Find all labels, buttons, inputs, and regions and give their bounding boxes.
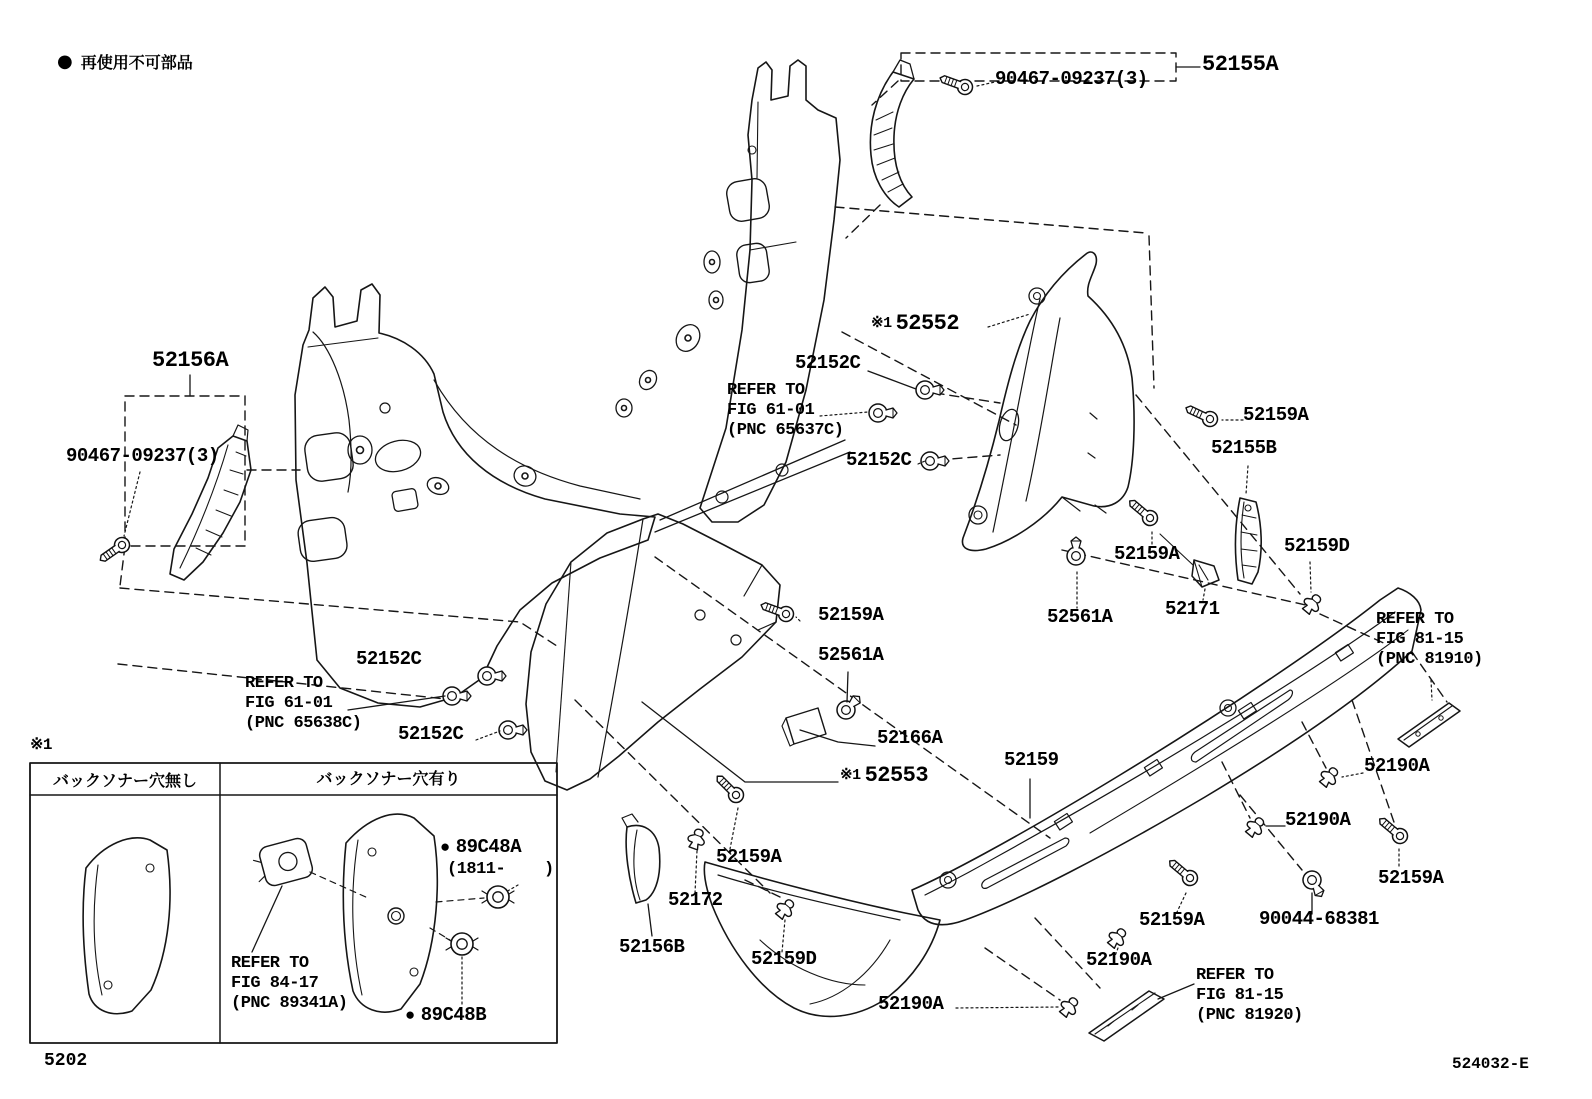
screw-90467-top [938,71,975,97]
callout-52159: 52159 [1004,749,1059,771]
callout-52159d-2: 52159D [751,948,817,970]
callout-52152c-1: 52152C [795,352,861,374]
asterisk-marker: ※1 [840,767,861,784]
callout-52159a-5: 52159A [1139,909,1205,931]
callout-89c48b: ● 89C48B [405,1004,487,1026]
screw-52159a-3 [759,598,796,624]
callout-52159a-2: 52159A [1114,543,1180,565]
panel-with-sonar-art [343,814,437,1012]
fasteners [96,68,1411,1020]
table-marker: ※1 [30,736,53,754]
reflector-bottom-art [1089,991,1164,1041]
drawing-code: 524032-E [1452,1055,1529,1073]
refer-note-fig81-15-81910: REFER TO FIG 81-15 (PNC 81910) [1376,610,1483,669]
callout-89c48a-date-range: (1811- ) [447,860,554,879]
refer-note-fig61-01-65637c: REFER TO FIG 61-01 (PNC 65637C) [727,381,844,440]
callout-52190a-2: 52190A [1285,809,1351,831]
non-reusable-bullet-icon: ● [57,51,73,72]
clip-52159d-1 [1300,591,1326,617]
refer-note-fig84-17-89341a: REFER TO FIG 84-17 (PNC 89341A) [231,954,348,1013]
clip-90044-68381 [1300,868,1330,901]
reflector-right-art [1398,703,1460,747]
sonar-sensor-art [251,836,314,889]
sonar-bracket-52166a-art [786,708,826,744]
screw-52159a-1 [1183,401,1220,429]
screw-52159a-4 [712,771,747,806]
callout-52561a-1: 52561A [1047,606,1113,628]
screw-90467-left [96,535,132,567]
clip-52190a-4 [1057,994,1083,1020]
non-reusable-note-text: 再使用不可部品 [80,53,193,72]
callout-90044-68381: 90044-68381 [1259,908,1379,930]
clip-52190a-2 [1243,814,1269,840]
figure-number: 5202 [44,1051,88,1071]
non-reusable-bullet-icon: ● [405,1007,415,1026]
callout-52172: 52172 [668,889,723,911]
callout-52159d-1: 52159D [1284,535,1350,557]
clip-52172 [685,827,708,852]
refer-note-fig61-01-65638c: REFER TO FIG 61-01 (PNC 65638C) [245,674,362,733]
grommet-89c48b-art [446,933,478,955]
strip-52155b-art [1236,498,1262,584]
callout-52552: ※1 52552 [871,311,960,336]
table-header-no-sonar: バックソナー穴無し [52,771,197,790]
callout-90467-09237-left: 90467-09237(3) [66,445,219,467]
callout-52159a-1: 52159A [1243,404,1309,426]
callout-89c48a: ● 89C48A [440,836,522,858]
callout-52155a: 52155A [1202,52,1279,77]
callout-52156b: 52156B [619,936,685,958]
callout-52553: ※1 52553 [840,763,929,788]
callout-52190a-4: 52190A [878,993,944,1015]
grommet-52152c-4 [478,667,506,685]
corner-bracket-52155a-art [870,60,914,207]
callout-52561a-2: 52561A [818,644,884,666]
callout-52190a-1: 52190A [1364,755,1430,777]
non-reusable-bullet-icon: ● [440,839,450,858]
nut-52561a-2 [833,690,866,723]
callout-52190a-3: 52190A [1086,949,1152,971]
callout-90467-09237-top: 90467-09237(3) [995,68,1148,90]
table-header-with-sonar: バックソナー穴有り [316,769,461,788]
callout-52156a: 52156A [152,348,229,373]
grommet-52152c-3 [921,452,949,470]
dashed-construction-lines [118,53,1447,1000]
clip-52190a-1 [1317,764,1343,790]
callout-52159a-4: 52159A [716,846,782,868]
mudguard-panel-52553-art [526,514,826,790]
nut-52561a-1 [1067,537,1085,565]
callout-52152c-4: 52152C [398,723,464,745]
grommet-52152c-6 [499,721,527,739]
panel-no-sonar-art [83,838,170,1014]
screw-52159a-5 [1165,855,1201,888]
grommet-52152c-2 [869,404,897,422]
grommet-89c48a-art [482,886,514,908]
callout-52152c-3: 52152C [356,648,422,670]
callout-52159a-3: 52159A [818,604,884,626]
callout-52155b: 52155B [1211,437,1277,459]
callout-52166a: 52166A [877,727,943,749]
clip-52190a-3 [1105,925,1131,951]
callout-52171: 52171 [1165,598,1220,620]
refer-note-fig81-15-81920: REFER TO FIG 81-15 (PNC 81920) [1196,966,1303,1025]
grommet-52152c-5 [443,687,471,705]
callout-52159a-6: 52159A [1378,867,1444,889]
screw-52159a-2 [1125,495,1161,528]
flap-52156b-art [622,814,660,903]
clip-52159d-2 [773,896,799,922]
asterisk-marker: ※1 [871,315,892,332]
non-reusable-note [57,50,193,73]
callout-52152c-2: 52152C [846,449,912,471]
